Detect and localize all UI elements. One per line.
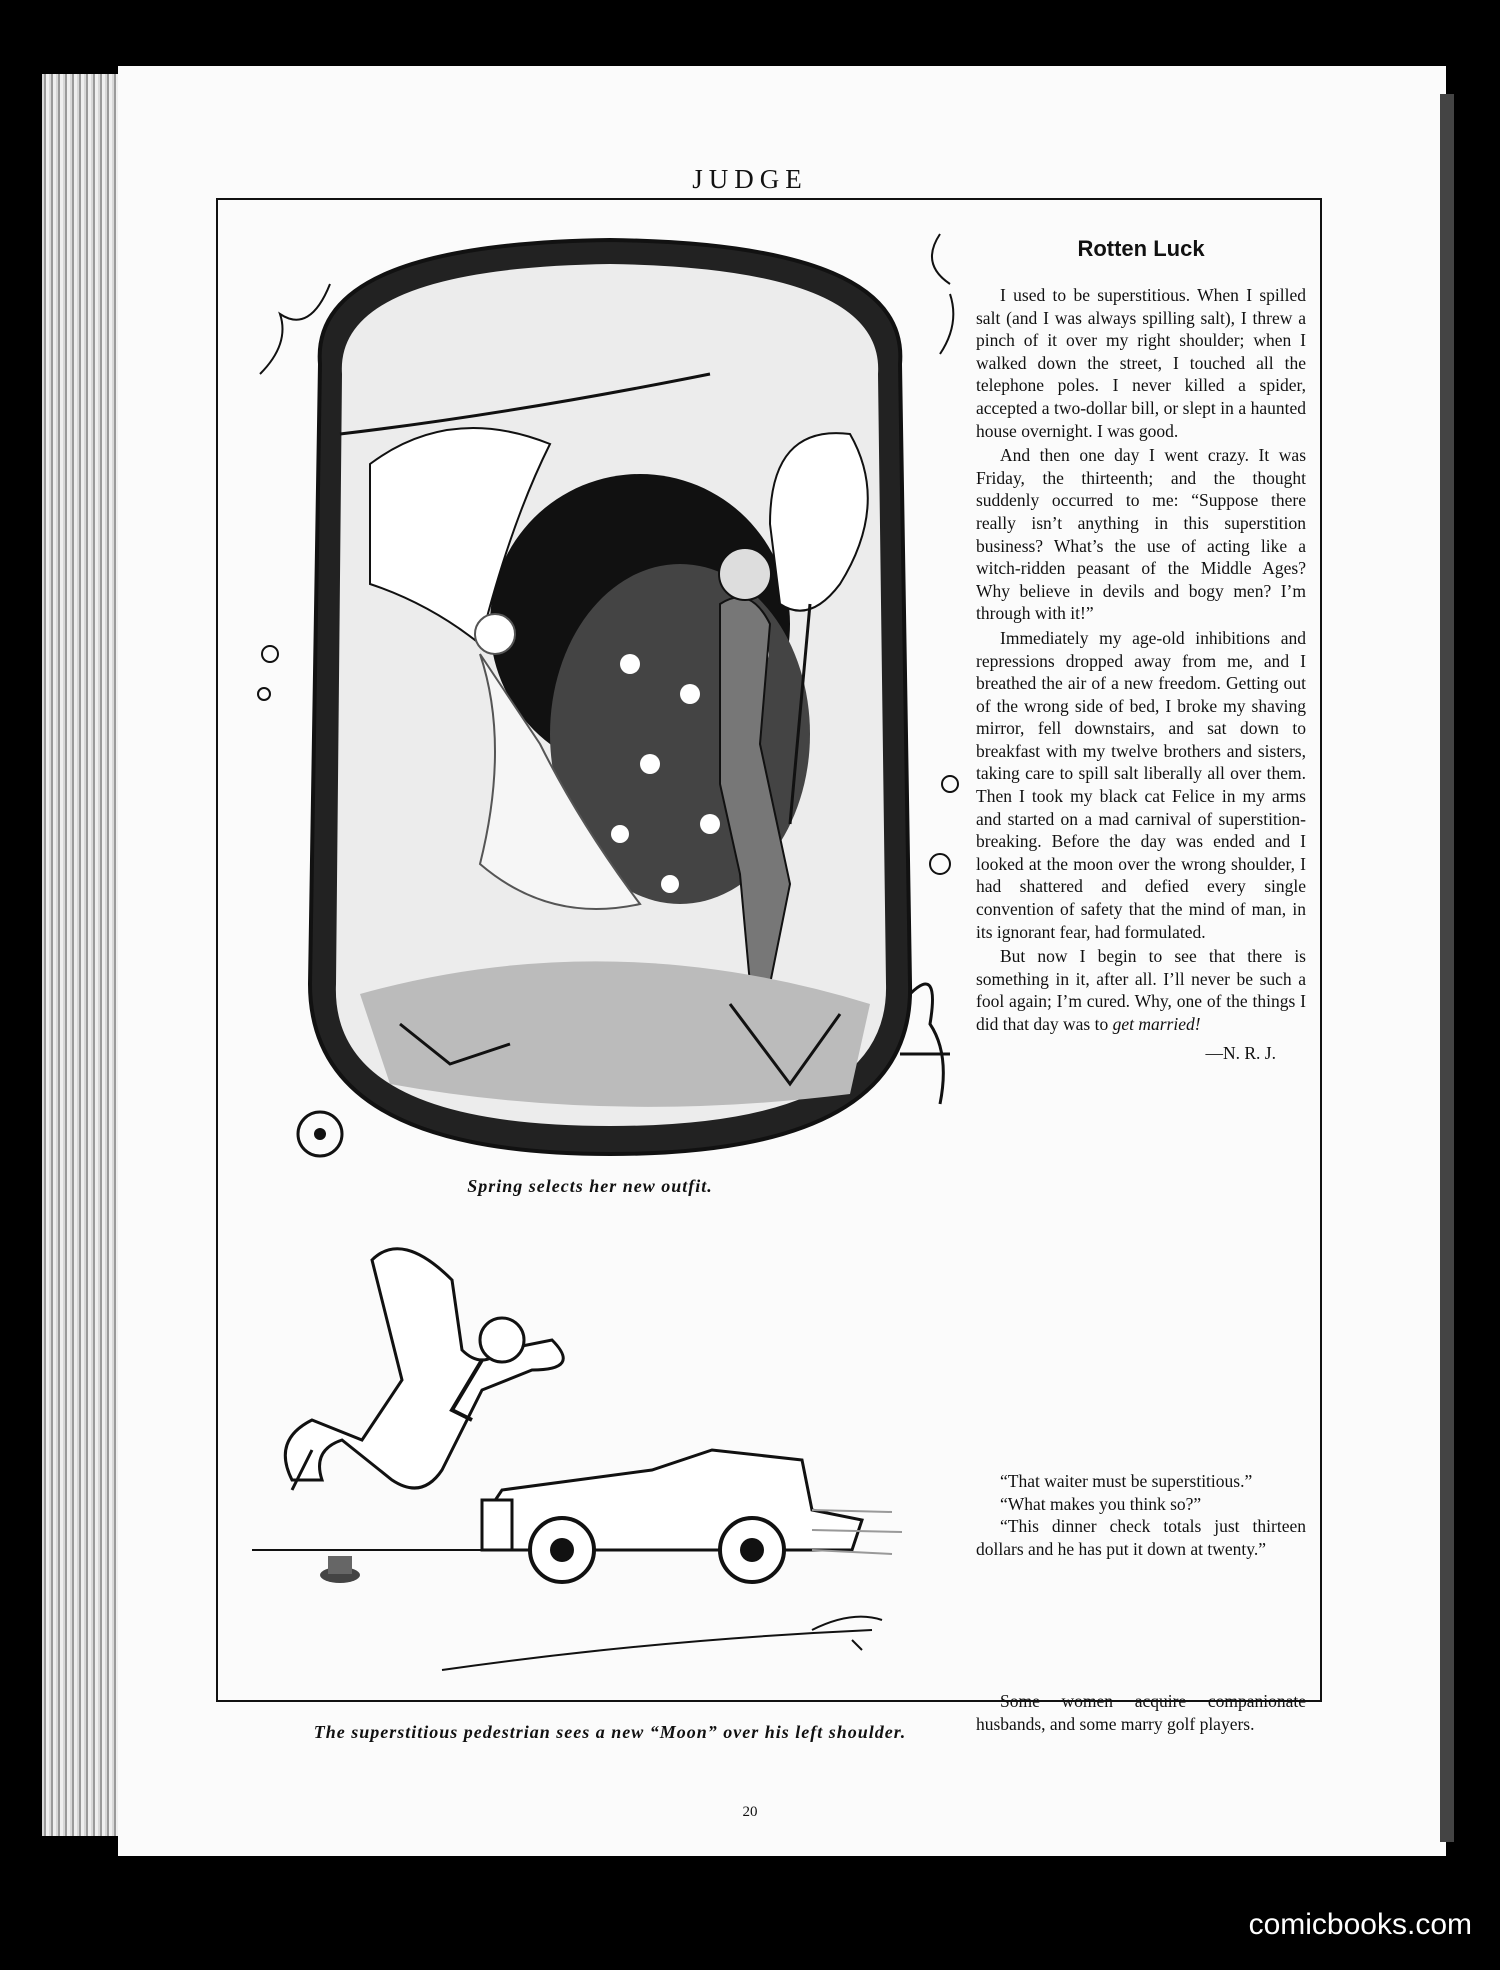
joke-waiter xyxy=(976,1470,1306,1560)
article-paragraph-last xyxy=(976,945,1306,1035)
article-paragraph: Immediately my age-old inhibitions and repressions dropped away from me, and I breathed the air of a new freedom. Getting out of the wrong side of bed, I broke my shaving mirror, fell downstairs, and sat down to breakfast with my twelve brothers and sisters, taking care to spill salt liberally all over them. Then I took my black cat Felice in my arms and started on a mad carnival of superstition-breaking. Before the day was ended and I looked at the moon over the wrong shoulder, I had shattered and defied every single convention of safety that the mind of man, in its ignorant fear, had formulated. xyxy=(976,627,1306,942)
article-paragraph: I used to be superstitious. When I spilled salt (and I was always spilling salt), I threw a pinch of it over my right shoulder; when I walked down the street, I touched all the telephone poles. I never killed a spider, accepted a two-dollar bill, or slept in a haunted house overnight. I was good. xyxy=(976,285,1306,441)
article-title: Rotten Luck xyxy=(1077,236,1205,261)
illustration-spring-outfit xyxy=(250,224,970,1174)
joke-line: “This dinner check totals just thirteen dollars and he has put it down at twenty.” xyxy=(976,1516,1306,1559)
joke-line: “What makes you think so?” xyxy=(1000,1493,1202,1514)
illustration-caption-spring: Spring selects her new outfit. xyxy=(467,1176,713,1196)
illustration-pedestrian-car xyxy=(252,1220,972,1680)
article-paragraph: And then one day I went crazy. It was Friday, the thirteenth; and the thought suddenly occurred to me: “Suppose there really isn’t anything in this superstition business? What’s the use of acting like a witch-ridden peasant of the Middle Ages? Why believe in devils and bogy men? I’m through with it!” xyxy=(976,445,1306,624)
page-number: 20 xyxy=(742,1804,758,1820)
article-signature: —N. R. J. xyxy=(1205,1042,1276,1063)
article-last-emphasis: get married! xyxy=(1112,1014,1201,1034)
watermark: comicbooks.com xyxy=(1248,1908,1472,1941)
joke-line: Some women acquire companionate husbands, and some marry golf players. xyxy=(976,1691,1306,1734)
article-body xyxy=(976,284,1306,1064)
page-gutter-shadow xyxy=(1440,94,1454,1842)
book-page-edges xyxy=(42,74,122,1836)
joke-line: “That waiter must be superstitious.” xyxy=(1000,1471,1253,1491)
joke-golf xyxy=(976,1690,1306,1735)
masthead: JUDGE xyxy=(692,164,808,194)
article-last-text: But now I begin to see that there is something in it, after all. I’ll never be such a fool again; I’m cured. Why, one of the things I did that day was to xyxy=(976,946,1306,1034)
illustration-caption-pedestrian: The superstitious pedestrian sees a new “Moon” over his left shoulder. xyxy=(313,1722,907,1742)
